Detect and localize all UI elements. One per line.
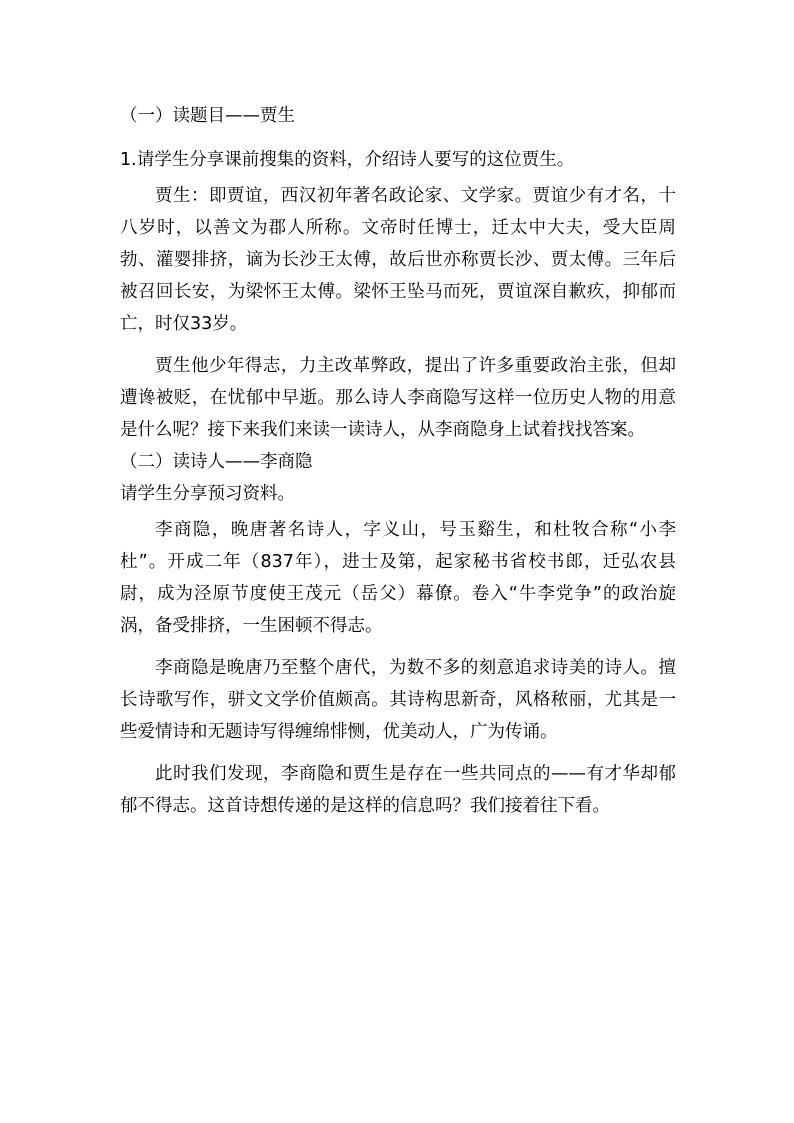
paragraph-jiayi-bio: 贾生：即贾谊，西汉初年著名政论家、文学家。贾谊少有才名，十八岁时，以善文为郡人所称。文帝时任博士，迁太中大夫，受大臣周勃、灌婴排挤，谪为长沙王太傅，故后世亦称贾长沙、贾太傅。三年后被召回长安，为梁怀王太傅。梁怀王坠马而死，贾谊深自歉疚，抑郁而亡，时仅33岁。 xyxy=(120,186,676,334)
document-body xyxy=(120,100,676,822)
section-heading-lishangyin: （二）读诗人——李商隐 xyxy=(120,452,313,472)
task-intro-preview: 请学生分享预习资料。 xyxy=(120,484,295,504)
section-heading-jiasheng: （一）读题目——贾生 xyxy=(120,106,295,126)
task-item-1: 1.请学生分享课前搜集的资料，介绍诗人要写的这位贾生。 xyxy=(120,150,575,170)
paragraph-lishangyin-style: 李商隐是晚唐乃至整个唐代，为数不多的刻意追求诗美的诗人。擅长诗歌写作，骈文文学价值颇高。其诗构思新奇，风格秾丽，尤其是一些爱情诗和无题诗写得缠绵悱恻，优美动人，广为传诵。 xyxy=(120,658,676,742)
paragraph-lishangyin-bio: 李商隐，晚唐著名诗人，字义山，号玉谿生，和杜牧合称“小李杜”。开成二年（837年），进士及第，起家秘书省校书郎，迁弘农县尉，成为泾原节度使王茂元（岳父）幕僚。卷入“牛李党争”的政治旋涡，备受排挤，一生困顿不得志。 xyxy=(120,520,676,636)
paragraph-common-points: 此时我们发现，李商隐和贾生是存在一些共同点的——有才华却郁郁不得志。这首诗想传递的是这样的信息吗？我们接着往下看。 xyxy=(120,764,676,816)
paragraph-jiasheng-analysis: 贾生他少年得志，力主改革弊政，提出了许多重要政治主张，但却遭谗被贬，在忧郁中早逝。那么诗人李商隐写这样一位历史人物的用意是什么呢？接下来我们来读一读诗人，从李商隐身上试着找找答案。 xyxy=(120,356,676,440)
